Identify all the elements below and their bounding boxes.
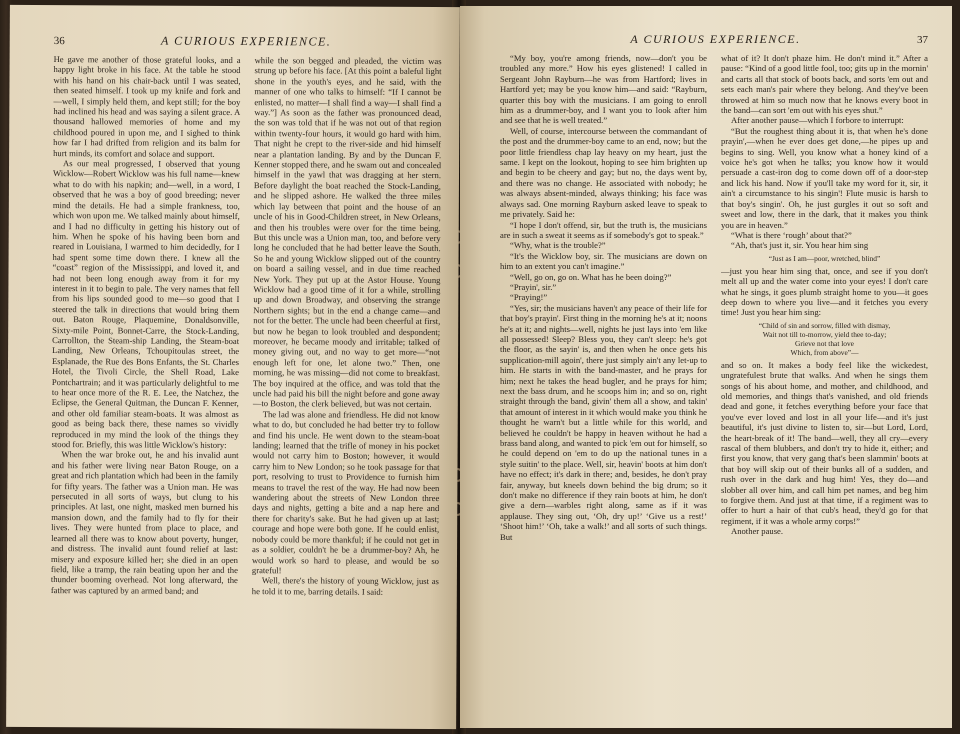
paragraph: As our meal progressed, I observed that young Wicklow—Robert Wicklow was his full name—knew what to do with his napkin; and—well, in a word, I observed that he was a boy of good breeding; never mind the details. He had a simple frankness, too, which won upon me. We talked mainly about himself, and I had no difficulty in getting his history out of him. When he spoke of his having been born and reared in Louisiana, I warmed to him decidedly, for I had spent some time down there. I knew all the “coast” region of the Mississippi, and loved it, and had not been long enough away from it for my interest in it to begin to pale. The very names that fell from his lips sounded good to me—so good that I steered the talk in directions that would bring them out. Baton Rouge, Plaquemine, Donaldsonville, Sixty-mile Point, Bonnet-Carre, the Stock-Landing, Carrollton, the Steam-ship Landing, the Steam-boat Landing, New Orleans, Tchoupitoulas street, the Esplanade, the Rue des Bons Enfants, the St. Charles Hotel, the Tivoli Circle, the Shell Road, Lake Pontchartrain; and it was particularly delightful to me to hear once more of the R. E. Lee, the Natchez, the Eclipse, the General Quitman, the Duncan F. Kenner, and other old familiar steam-boats. It was almost as good as being back there, these names so vividly reproduced in my mind the look of the things they stood for. Briefly, this was little Wicklow's history: xyxy=(51,158,241,450)
paragraph: “Why, what is the trouble?” xyxy=(510,240,606,251)
text-column-left xyxy=(50,54,241,725)
page-number: 37 xyxy=(916,34,928,46)
paragraph: “It's the Wicklow boy, sir. The musicians are down on him to an extent you can't imagine.” xyxy=(500,250,707,272)
page-header xyxy=(54,33,442,50)
verse-line: Grieve not that love xyxy=(795,338,854,348)
verse-line: “Child of sin and sorrow, filled with dismay, xyxy=(758,320,891,330)
paragraph: —just you hear him sing that, once, and see if you don't melt all up and the water come into your eyes! I don't care what he sings, it goes plumb straight home to you—it goes deep down to where you live—and it fetches you every time! Just you hear him sing: xyxy=(721,265,928,318)
verse-line: “Just as I am—poor, wretched, blind” xyxy=(768,253,881,263)
paragraph: The lad was alone and friendless. He did not know what to do, but concluded he had better try to follow and find his uncle. He went down to the steam-boat landing; learned that the trifle of money in his pocket would not carry him to Boston; however, it would carry him to New London; so he took passage for that port, resolving to trust to Providence to furnish him means to travel the rest of the way. He had now been wandering about the streets of New London three days and nights, getting a bite and a nap here and there for charity's sake. But he had given up at last; courage and hope were both gone. If he could enlist, nobody could be more thankful; if he could not get in as a soldier, couldn't he be a drummer-boy? Ah, he would work so hard to please, and would be so grateful! xyxy=(251,408,440,576)
text-column-left xyxy=(500,53,707,723)
paragraph: while the son begged and pleaded, the victim was strung up before his face. [At this point a baleful light shone in the youth's eyes, and he said, with the manner of one who talks to himself: “If I cannot be enlisted, no matter—I shall find a way—I shall find a way.”] As soon as the father was pronounced dead, the son was told that if he was not out of that region within twenty-four hours, it would go hard with him. That night he crept to the river-side and hid himself near a plantation landing. By and by the Duncan F. Kenner stopped there, and he swam out and concealed himself in the yawl that was dragging at her stern. Before daylight the boat reached the Stock-Landing, and he slipped ashore. He walked the three miles which lay between that point and the house of an uncle of his in Good-Children street, in New Orleans, and then his troubles were over for the time being. But this uncle was a Union man, too, and before very long he concluded that he had better leave the South. So he and young Wicklow slipped out of the country on board a sailing vessel, and in due time reached New York. They put up at the Astor House. Young Wicklow had a good time of it for a while, strolling up and down Broadway, and observing the strange Northern sights; but in the end a change came—and not for the better. The uncle had been cheerful at first, but now he began to look troubled and despondent; moreover, he became moody and irritable; talked of money giving out, and no way to get more—“not enough left for one, let alone two.” Then, one morning, he was missing—did not come to breakfast. The boy inquired at the office, and was told that the uncle had paid his bill the night before and gone away—to Boston, the clerk believed, but was not certain. xyxy=(252,55,442,410)
paragraph: “Prayin', sir.” xyxy=(510,281,557,292)
hymn-verse xyxy=(721,321,928,357)
paragraph: “Praying!” xyxy=(510,292,548,303)
paragraph: Another pause. xyxy=(731,526,784,537)
paragraph: “My boy, you're among friends, now—don't you be troubled any more.” How his eyes glistened! I called in Sergeant John Rayburn—he was from Hartford; lives in Hartford yet; may be you know him—and said: “Rayburn, quarter this boy with the musicians. I am going to enroll him as a drummer-boy, and I want you to look after him and see that he is well treated.” xyxy=(500,53,707,126)
paragraph: “Yes, sir; the musicians haven't any peace of their life for that boy's prayin'. First thing in the morning he's at it; noons he's at it; and nights—well, nights he just lays into 'em like all possessed! Sleep? Bless you, they can't sleep: he's got the floor, as the sayin' is, and then when he once gets his supplication-mill agoin', there just simply ain't any let-up to him. He starts in with the band-master, and he prays for him; next he takes the head bugler, and he prays for him; next the bass drum, and he scoops him in; and so on, right straight through the band, givin' them all a show, and takin' that amount of interest in it which would make you think he thought he warn't but a little while for this world, and believed he couldn't be happy in heaven without he had a brass band along, and wanted to pick 'em out for himself, so he could depend on 'em to do up the national tunes in a style suitin' to the place. Well, sir, heavin' boots at him don't have no effect; it's dark in there; and, besides, he don't pray fair, anyway, but kneels down behind the big drum; so it don't make no difference if they rain boots at him, he don't give a dern—warbles right along, same as if it was applause. They sing out, ‘Oh, dry up!’ ‘Give us a rest!’ ‘Shoot him!’ ‘Oh, take a walk!’ and all sorts of such things. But xyxy=(500,302,707,542)
paragraph: “Ah, that's just it, sir. You hear him sing xyxy=(731,240,869,251)
paragraph: After another pause—which I forbore to interrupt: xyxy=(731,115,904,126)
text-column-right xyxy=(721,53,928,723)
page-number: 36 xyxy=(53,35,65,48)
paragraph: When the war broke out, he and his invalid aunt and his father were living near Baton Rouge, on a great and rich plantation which had been in the family for fifty years. The father was a Union man. He was persecuted in all sorts of ways, but clung to his principles. At last, one night, masked men burned his mansion down, and the family had to fly for their lives. They were hunted from place to place, and learned all there was to know about poverty, hunger, and distress. The invalid aunt found relief at last: misery and exposure killed her; she died in an open field, like a tramp, the rain beating upon her and the thunder booming overhead. Not long afterward, the father was captured by an armed band; and xyxy=(50,449,239,596)
page-header xyxy=(500,32,928,47)
paragraph: “What is there ‘rough’ about that?” xyxy=(731,229,852,240)
hymn-verse xyxy=(721,254,928,263)
running-head: A CURIOUS EXPERIENCE. xyxy=(630,32,801,46)
left-page xyxy=(6,5,460,729)
paragraph: “I hope I don't offend, sir, but the truth is, the musicians are in such a sweat it seems as if somebody's got to speak.” xyxy=(500,219,707,240)
paragraph: “But the roughest thing about it is, that when he's done prayin',—when he ever does get done,—he pipes up and begins to sing. Well, you know what a honey kind of a voice he's got when he talks; you know how it would persuade a cast-iron dog to come down off of a door-step and lick his hand. Now if you'll take my word for it, sir, it ain't a circumstance to his singin'! Flute music is harsh to that boy's singin'. Oh, he just gurgles it out so soft and sweet and low, there in the dark, that it makes you think you are in heaven.” xyxy=(721,125,928,230)
right-page xyxy=(460,6,952,728)
paragraph: He gave me another of those grateful looks, and a happy light broke in his face. At the table he stood with his hand on his chair-back until I was seated, then seated himself. I took up my knife and fork and—well, I simply held them, and kept still; for the boy had inclined his head and was saying a silent grace. A thousand hallowed memories of home and my childhood poured in upon me, and I sighed to think how far I had drifted from religion and its balm for hurt minds, its comfort and solace and support. xyxy=(53,54,241,159)
paragraph: Well, of course, intercourse between the commandant of the post and the drummer-boy came to an end, now; but the poor little friendless chap lay heavy on my heart, just the same. I kept on the lookout, hoping to see him brighten up and begin to be cheery and gay; but no, the days went by, and there was no change. He associated with nobody; he was always absent-minded, always thinking; his face was always sad. One morning Rayburn asked leave to speak to me privately. Said he: xyxy=(500,125,707,220)
running-head: A CURIOUS EXPERIENCE. xyxy=(161,33,332,49)
verse-line: Which, from above”— xyxy=(790,347,859,357)
paragraph: “Well, go on, go on. What has he been doing?” xyxy=(510,271,672,282)
text-column-right xyxy=(251,55,442,726)
paragraph: what of it? It don't phaze him. He don't mind it.” After a pause: “Kind of a good little fool, too; gits up in the mornin' and carts all that stock of boots back, and sorts 'em out and sets each man's pair where they belong. And they've been throwed at him so much now that he knows every boot in the band—can sort 'em out with his eyes shut.” xyxy=(721,53,928,116)
paragraph: Well, there's the history of young Wicklow, just as he told it to me, barring details. I said: xyxy=(251,575,439,597)
verse-line: Wait not till to-morrow, yield thee to-day; xyxy=(762,329,887,339)
paragraph: and so on. It makes a body feel like the wickedest, ungratefulest brute that walks. And when he sings them songs of his about home, and mother, and childhood, and old memories, and things that's vanished, and old friends dead and gone, it fetches everything before your face that you've ever loved and lost in all your life—and it's just beautiful, it's just divine to listen to, sir—but Lord, Lord, the heart-break of it! The band—well, they all cry—every rascal of them blubbers, and don't try to hide it, either; and first you know, that very gang that's been slammin' boots at that boy will skip out of their bunks all of a sudden, and rush over in the dark and hug him! Yes, they do—and slobber all over him, and call him pet names, and beg him to forgive them. And just at that time, if a regiment was to offer to hurt a hair of that cub's head, they'd go for that regiment, if it was a whole army corps!” xyxy=(721,359,928,526)
